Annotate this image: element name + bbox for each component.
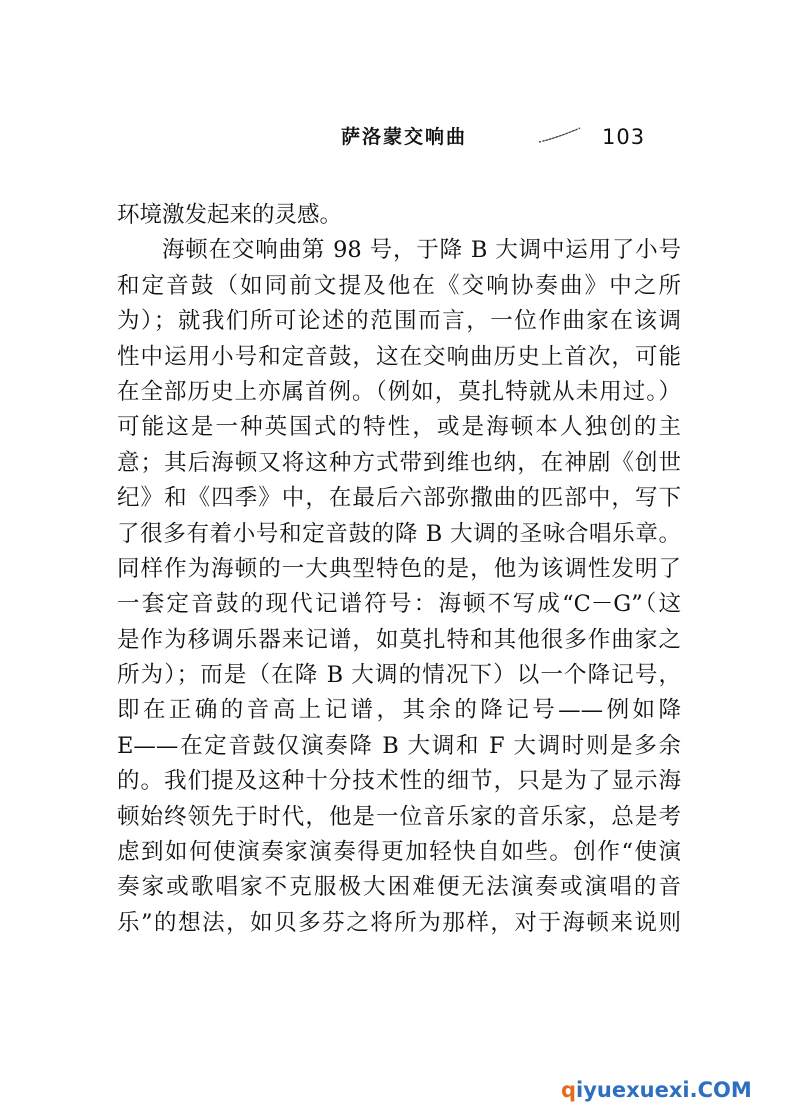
running-header-title: 萨洛蒙交响曲 xyxy=(341,126,468,148)
text-line: 在全部历史上亦属首例。（例如，莫扎特就从未用过。） xyxy=(117,378,681,405)
page-number: 103 xyxy=(602,125,646,149)
text-line: 了很多有着小号和定音鼓的降 B 大调的圣咏合唱乐章。 xyxy=(117,520,681,547)
text-line: 奏家或歌唱家不克服极大困难便无法演奏或演唱的音 xyxy=(117,874,681,901)
running-header xyxy=(0,126,794,156)
watermark-rest: iyuexuexi.COM xyxy=(576,1078,752,1102)
text-line: 乐”的想法，如贝多芬之将所为那样，对于海顿来说则 xyxy=(117,909,681,936)
text-line: 和定音鼓（如同前文提及他在《交响协奏曲》中之所 xyxy=(117,272,681,299)
text-line: 虑到如何使演奏家演奏得更加轻快自如些。创作“使演 xyxy=(117,839,681,866)
body-text xyxy=(117,198,681,941)
text-line: 顿始终领先于时代，他是一位音乐家的音乐家，总是考 xyxy=(117,803,681,830)
text-line: 为）；就我们所可论述的范围而言，一位作曲家在该调 xyxy=(117,308,681,335)
text-line: 意；其后海顿又将这种方式带到维也纳，在神剧《创世 xyxy=(117,449,681,476)
text-line: 是作为移调乐器来记谱，如莫扎特和其他很多作曲家之 xyxy=(117,626,681,653)
header-ornament-icon xyxy=(538,126,582,144)
text-line: 环境激发起来的灵感。 xyxy=(117,202,343,228)
text-line: 所为）；而是（在降 B 大调的情况下）以一个降记号， xyxy=(117,662,681,689)
text-line: 即在正确的音高上记谱，其余的降记号——例如降 xyxy=(117,697,681,724)
text-line: 可能这是一种英国式的特性，或是海顿本人独创的主 xyxy=(117,414,681,441)
text-line: 一套定音鼓的现代记谱符号：海顿不写成“C－G”（这 xyxy=(117,591,681,618)
text-line: 性中运用小号和定音鼓，这在交响曲历史上首次，可能 xyxy=(117,343,681,370)
text-line: 同样作为海顿的一大典型特色的是，他为该调性发明了 xyxy=(117,555,681,582)
text-line: 海顿在交响曲第 98 号，于降 B 大调中运用了小号 xyxy=(162,237,681,264)
site-watermark xyxy=(561,1078,752,1102)
text-line: E——在定音鼓仅演奏降 B 大调和 F 大调时则是多余 xyxy=(117,732,681,759)
watermark-q: q xyxy=(561,1078,577,1102)
text-line: 纪》和《四季》中，在最后六部弥撒曲的匹部中，写下 xyxy=(117,485,681,512)
text-line: 的。我们提及这种十分技术性的细节，只是为了显示海 xyxy=(117,768,681,795)
